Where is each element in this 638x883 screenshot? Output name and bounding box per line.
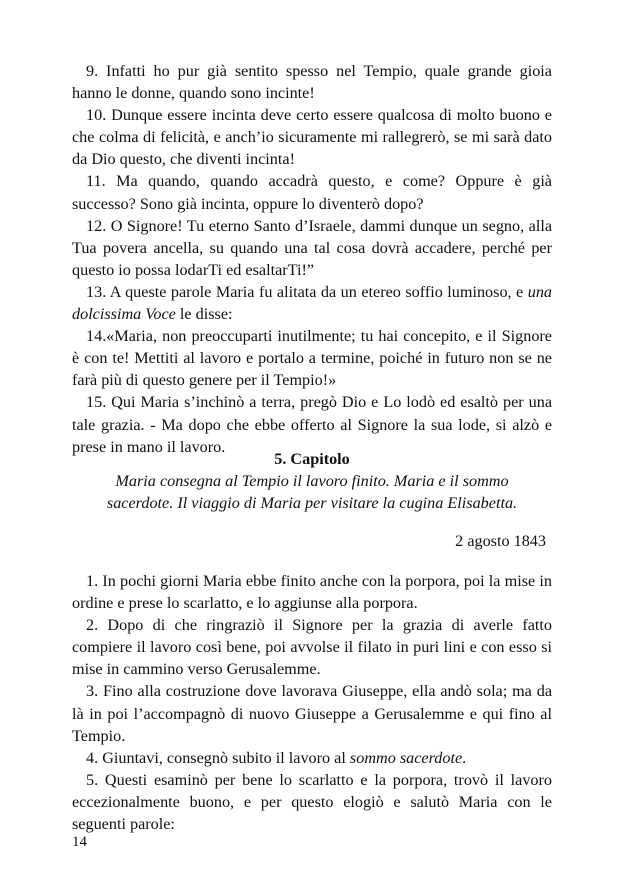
paragraph-13-emphasis: una dolcissima Voce: [72, 282, 552, 324]
paragraph-ch5-3: 3. Fino alla costruzione dove lavorava Giuseppe, ella andò sola; ma da là in poi l’accompagnò di nuovo Giuseppe a Gerusalemme e qui fino al Tempio.: [72, 682, 552, 745]
paragraph-ch5-4-emphasis: sommo sacerdote: [349, 748, 463, 767]
paragraph-15: 15. Qui Maria s’inchinò a terra, pregò Dio e Lo lodò ed esaltò per una tale grazia. - Ma dopo che ebbe offerto al Signore la sua lode, si alzò e prese in mano il lavoro.: [72, 393, 552, 456]
paragraph-14: 14.«Maria, non preoccuparti inutilmente; tu hai concepito, e il Signore è con te! Mettiti al lavoro e portalo a termine, poiché in futuro non se ne farà più di questo genere per il Tempio!»: [72, 327, 552, 390]
chapter-date: 2 agosto 1843: [455, 532, 546, 550]
paragraph-9: 9. Infatti ho pur già sentito spesso nel Tempio, quale grande gioia hanno le donne, quando sono incinte!: [72, 62, 552, 103]
text-block-bottom: [72, 570, 552, 835]
paragraph-13-text-end: le disse:: [175, 305, 233, 324]
chapter-heading: [72, 448, 552, 514]
page-number: 14: [72, 834, 87, 850]
paragraph-13-text: 13. A queste parole Maria fu alitata da un etereo soffio luminoso, e: [86, 282, 528, 301]
chapter-subtitle-line-2: sacerdote. Il viaggio di Maria per visitare la cugina Elisabetta.: [106, 494, 518, 513]
paragraph-ch5-4-text-end: .: [462, 748, 467, 767]
paragraph-12: 12. O Signore! Tu eterno Santo d’Israele, dammi dunque un segno, alla Tua povera ancella, su quando una tal cosa dovrà accadere, perché per questo io possa lodarTi ed esaltarTi!”: [72, 216, 552, 279]
paragraph-13: [72, 281, 552, 325]
paragraph-ch5-1: 1. In pochi giorni Maria ebbe finito anche con la porpora, poi la mise in ordine e prese lo scarlatto, e lo aggiunse alla porpora.: [72, 572, 552, 613]
paragraph-11: 11. Ma quando, quando accadrà questo, e come? Oppure è già successo? Sono già incinta, oppure lo diventerò dopo?: [72, 172, 552, 213]
paragraph-ch5-4: [72, 747, 552, 769]
paragraph-ch5-2: 2. Dopo di che ringraziò il Signore per la grazia di averle fatto compiere il lavoro così bene, poi avvolse il filato in puri lini e con esso si mise in cammino verso Gerusalemme.: [72, 616, 552, 679]
paragraph-ch5-5: 5. Questi esaminò per bene lo scarlatto e la porpora, trovò il lavoro eccezionalmente buono, e per questo elogiò e salutò Maria con le seguenti parole:: [72, 770, 552, 834]
chapter-title: 5. Capitolo: [274, 450, 350, 468]
chapter-subtitle-line-1: Maria consegna al Tempio il lavoro finito. Maria e il sommo: [115, 472, 509, 491]
text-block-top: [72, 60, 552, 458]
paragraph-ch5-4-text: 4. Giuntavi, consegnò subito il lavoro al: [86, 748, 350, 767]
paragraph-10: 10. Dunque essere incinta deve certo essere qualcosa di molto buono e che colma di felicità, e anch’io sicuramente mi rallegrerò, se mi sarà dato da Dio questo, che diventi incinta!: [72, 106, 552, 169]
